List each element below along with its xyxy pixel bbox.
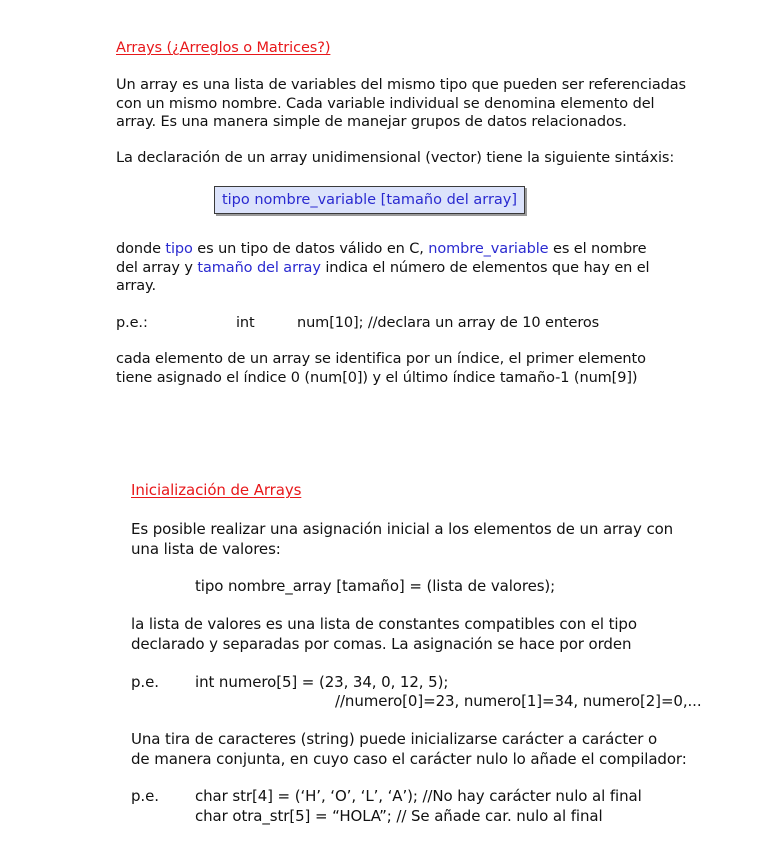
explanation-line: array. [116, 278, 156, 294]
explanation-paragraph [116, 240, 649, 296]
example1-code: int numero[5] = (23, 34, 0, 12, 5); [195, 673, 449, 691]
intro-paragraph [116, 76, 686, 132]
init-intro-line: una lista de valores: [131, 539, 281, 558]
list-line: la lista de valores es una lista de constantes compatibles con el tipo [131, 615, 637, 633]
keyword-nombre-variable: nombre_variable [428, 241, 549, 257]
example2-label: p.e. [131, 787, 159, 805]
text: es el nombre [548, 241, 647, 257]
index-line: tiene asignado el índice 0 (num[0]) y el último índice tamaño-1 (num[9]) [116, 369, 638, 386]
syntax-box [214, 186, 525, 214]
explanation-line [116, 259, 649, 278]
example2-code [195, 787, 642, 826]
intro-line: array. Es una manera simple de manejar grupos de datos relacionados. [116, 114, 627, 130]
example-code: num[10]; //declara un array de 10 enteros [297, 315, 600, 331]
example-type: int [236, 315, 255, 331]
example1-comment: //numero[0]=23, numero[1]=34, numero[2]=0,... [335, 692, 702, 710]
text: es un tipo de datos válido en C, [192, 241, 429, 257]
text: del array y [116, 259, 198, 276]
text: donde [116, 241, 166, 257]
text: indica el número de elementos que hay en el [320, 259, 650, 276]
string-line: Una tira de caracteres (string) puede inicializarse carácter a carácter o [131, 730, 658, 748]
string-line: de manera conjunta, en cuyo caso el carácter nulo lo añade el compilador: [131, 749, 687, 768]
init-intro-paragraph [131, 520, 673, 559]
list-line: declarado y separadas por comas. La asignación se hace por orden [131, 634, 632, 653]
example-label: p.e.: [116, 315, 148, 331]
example1-label: p.e. [131, 673, 159, 691]
string-paragraph [131, 730, 687, 769]
section-heading-arrays: Arrays (¿Arreglos o Matrices?) [116, 40, 331, 56]
keyword-tamano: tamaño del array [197, 259, 321, 276]
init-intro-line: Es posible realizar una asignación inicial a los elementos de un array con [131, 520, 674, 538]
index-line: cada elemento de un array se identifica por un índice, el primer elemento [116, 351, 646, 367]
list-paragraph [131, 615, 637, 654]
intro-line: Un array es una lista de variables del mismo tipo que pueden ser referenciadas [116, 77, 686, 93]
example2-line: char str[4] = (‘H’, ‘O’, ‘L’, ‘A’); //No hay carácter nulo al final [195, 787, 642, 805]
example2-line: char otra_str[5] = “HOLA”; // Se añade car. nulo al final [195, 806, 603, 825]
init-syntax: tipo nombre_array [tamaño] = (lista de valores); [195, 577, 556, 595]
declaration-intro: La declaración de un array unidimensional (vector) tiene la siguiente sintáxis: [116, 150, 675, 166]
explanation-line [116, 240, 649, 259]
intro-line: con un mismo nombre. Cada variable individual se denomina elemento del [116, 95, 655, 112]
index-paragraph [116, 350, 646, 387]
keyword-tipo: tipo [165, 241, 193, 257]
section-heading-inicializacion: Inicialización de Arrays [131, 481, 302, 499]
syntax-box-text: tipo nombre_variable [tamaño del array] [221, 192, 518, 208]
